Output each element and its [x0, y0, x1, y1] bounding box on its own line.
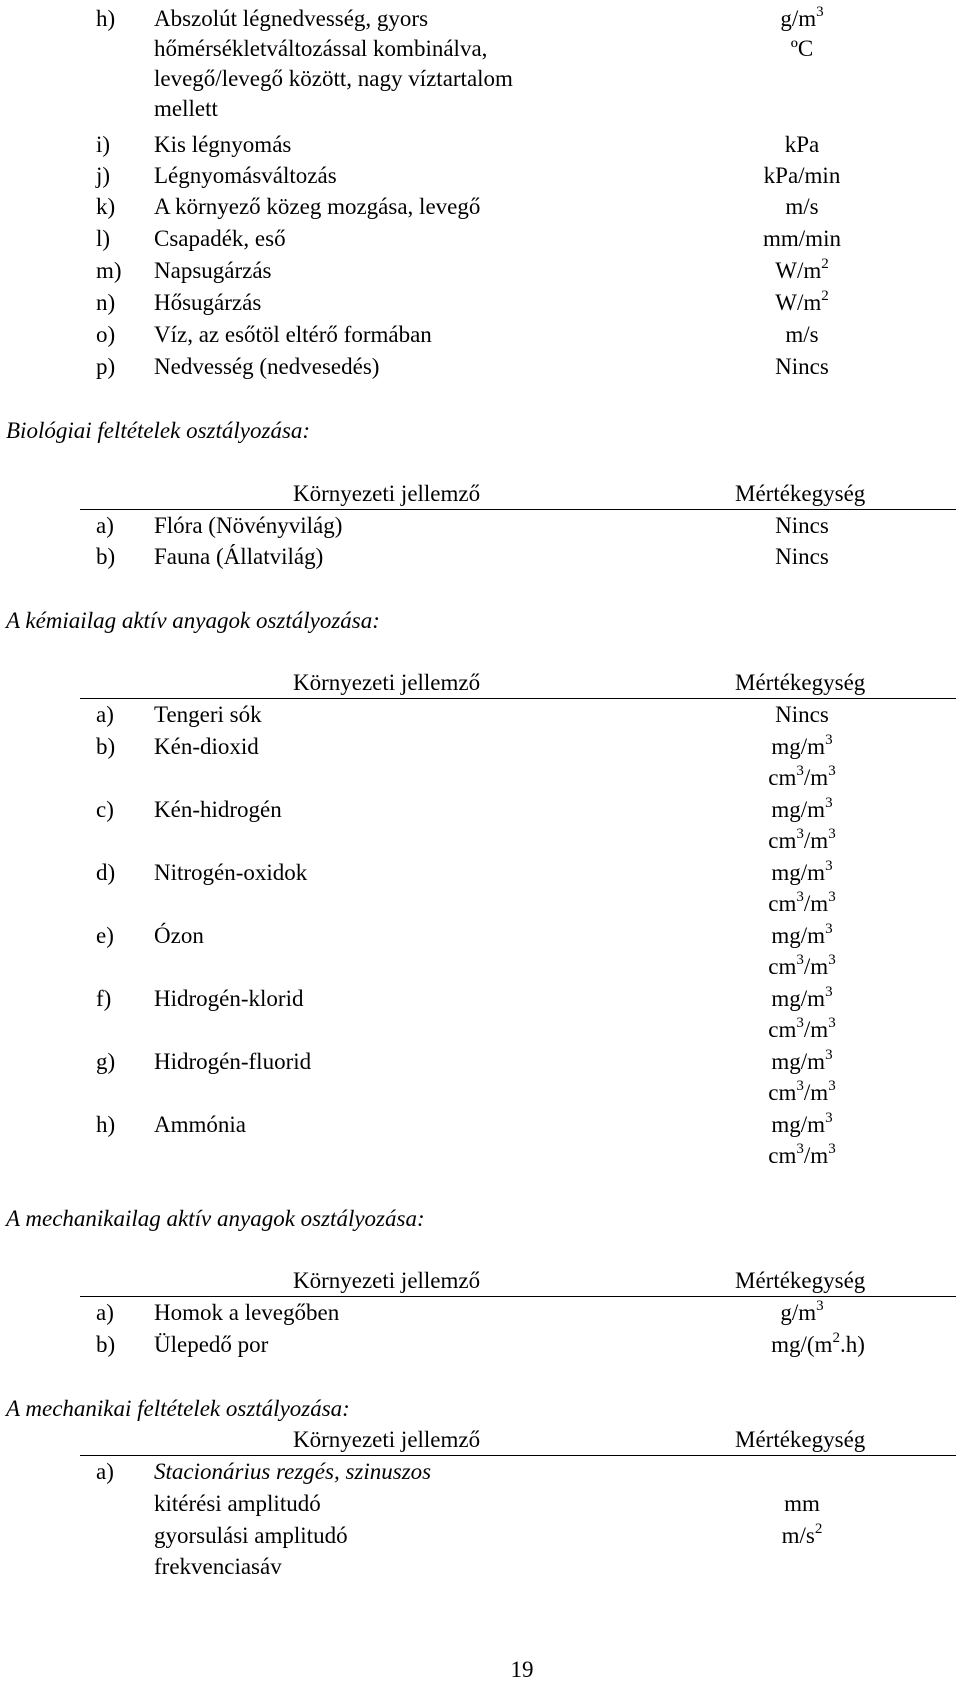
column-header: Környezeti jellemző — [293, 481, 481, 506]
table-row — [0, 1521, 960, 1551]
row-unit: $g/m^3$ — [780, 4, 824, 31]
row-text: Hidrogén-klorid — [154, 986, 304, 1011]
row-label: p) — [96, 354, 116, 379]
table-row — [0, 1298, 960, 1328]
section-heading-mechact: A mechanikailag aktív anyagok osztályozása: — [6, 1206, 425, 1231]
row-text: Víz, az esőtöl eltérő formában — [154, 322, 432, 347]
row-unit: mm — [784, 1491, 820, 1516]
row-m — [0, 256, 960, 286]
row-label: b) — [96, 734, 116, 759]
row-text: Tengeri sók — [154, 702, 262, 727]
row-label: o) — [96, 322, 116, 347]
row-label: m) — [96, 258, 122, 283]
table-row — [0, 732, 960, 762]
section-heading-chem: A kémiailag aktív anyagok osztályozása: — [6, 608, 380, 633]
row-text: Csapadék, eső — [154, 226, 286, 251]
row-n — [0, 288, 960, 318]
row-j — [0, 161, 960, 191]
column-header: Környezeti jellemző — [293, 670, 481, 695]
table-row-unit-line — [0, 889, 960, 919]
row-unit: $mg/m^3$ — [771, 1110, 833, 1137]
row-unit: $mg/m^3$ — [771, 732, 833, 759]
row-label: k) — [96, 194, 116, 219]
row-unit: Nincs — [775, 544, 829, 569]
table-row — [0, 984, 960, 1014]
row-label: d) — [96, 860, 116, 885]
row-unit: kPa — [784, 132, 820, 157]
row-text: kitérési amplitudó — [154, 1491, 321, 1516]
row-text: Flóra (Növényvilág) — [154, 513, 343, 538]
row-unit: $g/m^3$ — [780, 1298, 824, 1325]
table-header-mech — [80, 1425, 956, 1456]
row-label: a) — [96, 513, 114, 538]
row-text: Kén-hidrogén — [154, 797, 282, 822]
column-header: Mértékegység — [735, 1427, 866, 1452]
table-row — [0, 921, 960, 951]
table-row — [0, 1110, 960, 1140]
table-header-bio — [80, 479, 956, 510]
row-o — [0, 320, 960, 350]
table-row — [0, 700, 960, 730]
row-unit: $cm^3/m^3$ — [768, 952, 836, 979]
row-text: Hősugárzás — [154, 290, 262, 315]
row-unit: $mg/m^3$ — [771, 1047, 833, 1074]
row-text: Nitrogén-oxidok — [154, 860, 308, 885]
table-row — [0, 542, 960, 572]
row-text: levegő/levegő között, nagy víztartalom — [154, 66, 513, 91]
row-unit: $W/m^2$ — [775, 256, 829, 283]
row-unit: $mg/(m^2.h)$ — [771, 1330, 865, 1357]
row-text: Ammónia — [154, 1112, 246, 1137]
row-unit: $W/m^2$ — [775, 288, 829, 315]
table-row-unit-line — [0, 826, 960, 856]
table-header-chem — [80, 668, 956, 699]
table-row — [0, 1047, 960, 1077]
row-label: b) — [96, 1332, 116, 1357]
row-unit: Nincs — [775, 513, 829, 538]
row-unit: $mg/m^3$ — [771, 858, 833, 885]
row-label: h) — [96, 6, 116, 31]
column-header: Környezeti jellemző — [293, 1427, 481, 1452]
table-row — [0, 795, 960, 825]
row-unit: $cm^3/m^3$ — [768, 1141, 836, 1168]
row-unit: $m/s^2$ — [781, 1521, 823, 1548]
column-header: Mértékegység — [735, 481, 866, 506]
row-text: frekvenciasáv — [154, 1554, 282, 1579]
row-text: Kén-dioxid — [154, 734, 259, 759]
row-unit: $cm^3/m^3$ — [768, 1078, 836, 1105]
row-unit: m/s — [785, 322, 819, 347]
table-row — [0, 511, 960, 541]
row-text: gyorsulási amplitudó — [154, 1523, 348, 1548]
section-heading-mech: A mechanikai feltételek osztályozása: — [6, 1396, 350, 1421]
page-number: 19 — [510, 1657, 534, 1682]
row-unit: $cm^3/m^3$ — [768, 763, 836, 790]
row-unit: Nincs — [775, 702, 829, 727]
row-l — [0, 224, 960, 254]
row-p — [0, 352, 960, 382]
table-row — [0, 1457, 960, 1487]
row-k — [0, 192, 960, 222]
row-label: a) — [96, 1300, 114, 1325]
row-unit: Nincs — [775, 354, 829, 379]
row-label: l) — [96, 226, 111, 251]
row-label: h) — [96, 1112, 116, 1137]
table-row-unit-line — [0, 763, 960, 793]
table-row-unit-line — [0, 952, 960, 982]
table-row — [0, 1330, 960, 1360]
table-row — [0, 1489, 960, 1519]
column-header: Mértékegység — [735, 670, 866, 695]
row-label: n) — [96, 290, 116, 315]
row-label: j) — [96, 163, 111, 188]
section-heading-bio: Biológiai feltételek osztályozása: — [6, 418, 311, 443]
table-row — [0, 858, 960, 888]
row-unit: m/s — [785, 194, 819, 219]
column-header: Mértékegység — [735, 1268, 866, 1293]
row-unit: $cm^3/m^3$ — [768, 889, 836, 916]
row-i — [0, 130, 960, 160]
column-header: Környezeti jellemző — [293, 1268, 481, 1293]
table-row-unit-line — [0, 1078, 960, 1108]
table-row-unit-line — [0, 1015, 960, 1045]
row-unit: mm/min — [763, 226, 841, 251]
row-text: mellett — [154, 96, 218, 121]
row-text: A környező közeg mozgása, levegő — [154, 194, 481, 219]
row-unit: $cm^3/m^3$ — [768, 1015, 836, 1042]
row-unit: kPa/min — [763, 163, 841, 188]
row-text: Légnyomásváltozás — [154, 163, 337, 188]
row-text: hőmérsékletváltozással kombinálva, — [154, 36, 488, 61]
row-text: Nedvesség (nedvesedés) — [154, 354, 380, 379]
row-unit: $mg/m^3$ — [771, 795, 833, 822]
row-unit: $mg/m^3$ — [771, 984, 833, 1011]
row-label: g) — [96, 1049, 116, 1074]
row-text: Stacionárius rezgés, szinuszos — [154, 1459, 432, 1484]
row-unit: $cm^3/m^3$ — [768, 826, 836, 853]
row-label: a) — [96, 702, 114, 727]
row-text: Abszolút légnedvesség, gyors — [154, 6, 429, 31]
row-unit: ºC — [790, 36, 814, 61]
row-label: c) — [96, 797, 114, 822]
row-unit: $mg/m^3$ — [771, 921, 833, 948]
row-text: Homok a levegőben — [154, 1300, 340, 1325]
table-header-mechact — [80, 1266, 956, 1297]
row-text: Napsugárzás — [154, 258, 272, 283]
row-label: f) — [96, 986, 112, 1011]
row-label: a) — [96, 1459, 114, 1484]
row-label: i) — [96, 132, 111, 157]
row-text: Fauna (Állatvilág) — [154, 544, 324, 569]
row-label: e) — [96, 923, 114, 948]
row-text: Kis légnyomás — [154, 132, 292, 157]
row-text: Ülepedő por — [154, 1332, 269, 1357]
table-row-unit-line — [0, 1141, 960, 1171]
table-row — [0, 1552, 960, 1582]
row-text: Hidrogén-fluorid — [154, 1049, 312, 1074]
row-text: Ózon — [154, 923, 204, 948]
row-label: b) — [96, 544, 116, 569]
